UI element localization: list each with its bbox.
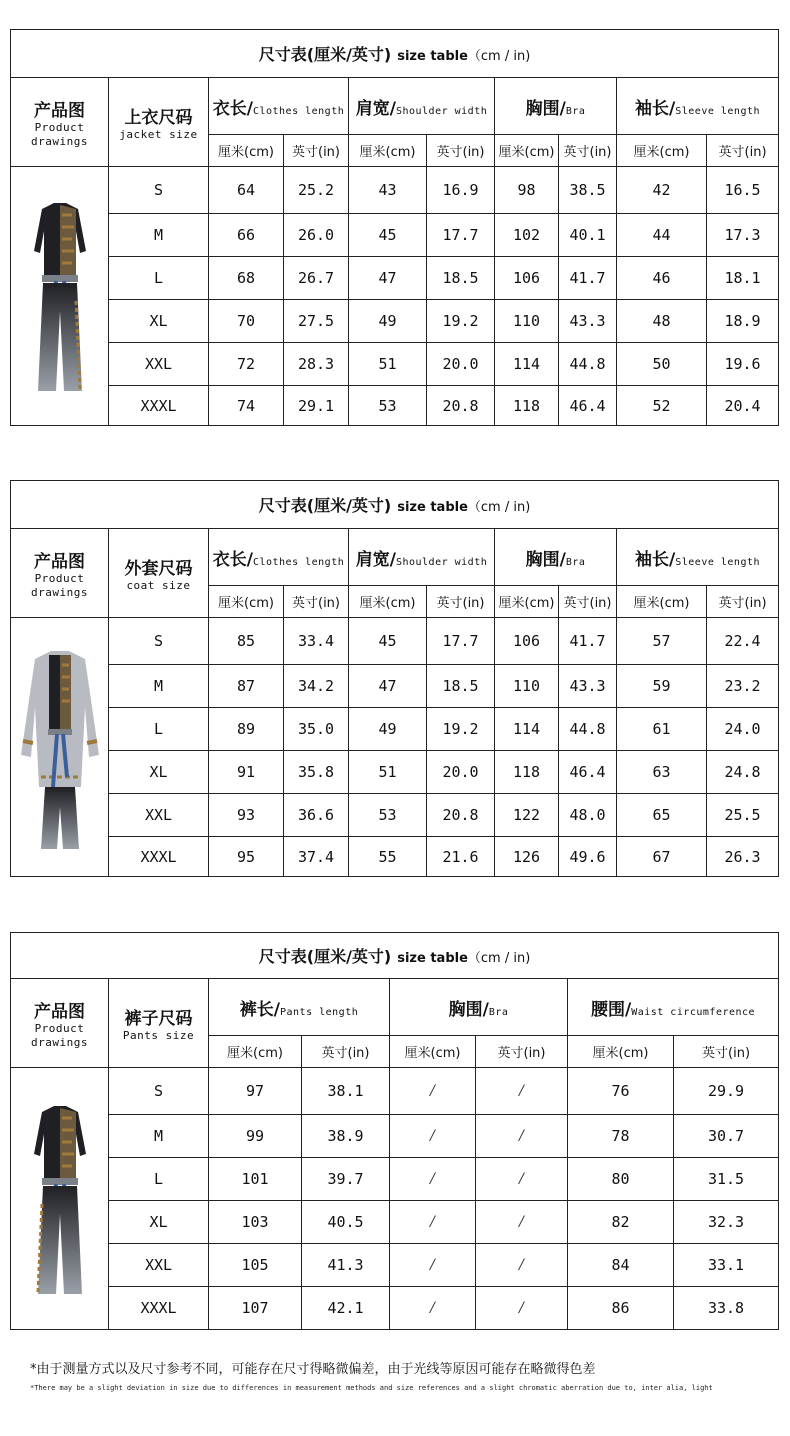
table-cell: 105 xyxy=(209,1244,302,1287)
unit-cm: 厘米(cm) xyxy=(495,135,559,167)
table-cell: 42.1 xyxy=(302,1287,390,1330)
table-cell: 106 xyxy=(495,618,559,665)
table-cell: 110 xyxy=(495,665,559,708)
table-cell: 64 xyxy=(209,167,284,214)
table-cell: 43 xyxy=(349,167,427,214)
measure-header: 胸围/Bra xyxy=(495,78,617,135)
table-cell: 66 xyxy=(209,214,284,257)
table-cell: 20.4 xyxy=(707,386,779,426)
table-cell: 18.9 xyxy=(707,300,779,343)
coat-product-image xyxy=(11,618,109,877)
table-cell: / xyxy=(476,1201,568,1244)
size-label: L xyxy=(109,1158,209,1201)
table-cell: 41.7 xyxy=(559,618,617,665)
table-cell: 32.3 xyxy=(674,1201,779,1244)
table-cell: / xyxy=(390,1201,476,1244)
unit-in: 英寸(in) xyxy=(559,135,617,167)
table-cell: 17.3 xyxy=(707,214,779,257)
measure-header: 胸围/Bra xyxy=(495,529,617,586)
table-cell: 18.5 xyxy=(427,257,495,300)
unit-cm: 厘米(cm) xyxy=(209,135,284,167)
measure-header: 裤长/Pants length xyxy=(209,979,390,1036)
table-cell: / xyxy=(390,1068,476,1115)
table-cell: 49 xyxy=(349,300,427,343)
size-label: M xyxy=(109,214,209,257)
table-cell: 36.6 xyxy=(284,794,349,837)
table-cell: 76 xyxy=(568,1068,674,1115)
unit-in: 英寸(in) xyxy=(427,135,495,167)
table-cell: / xyxy=(390,1158,476,1201)
table-cell: 126 xyxy=(495,837,559,877)
table-cell: 49.6 xyxy=(559,837,617,877)
table-cell: 26.7 xyxy=(284,257,349,300)
unit-in: 英寸(in) xyxy=(284,135,349,167)
table-cell: 48.0 xyxy=(559,794,617,837)
size-label: XXL xyxy=(109,343,209,386)
measure-header: 袖长/Sleeve length xyxy=(617,529,779,586)
table-cell: 98 xyxy=(495,167,559,214)
table-cell: 52 xyxy=(617,386,707,426)
table-cell: 86 xyxy=(568,1287,674,1330)
table-cell: 38.9 xyxy=(302,1115,390,1158)
table-cell: / xyxy=(390,1115,476,1158)
table-cell: 29.9 xyxy=(674,1068,779,1115)
table-cell: 26.3 xyxy=(707,837,779,877)
size-label: XL xyxy=(109,300,209,343)
product-drawings-header: 产品图 Product drawings xyxy=(11,979,109,1068)
footnote-en: *There may be a slight deviation in size due to differences in measurement methods and size references and a slight chromatic aberration due to, inter alia, light xyxy=(30,1384,713,1392)
table-cell: 51 xyxy=(349,751,427,794)
table-cell: 38.1 xyxy=(302,1068,390,1115)
size-label: XL xyxy=(109,751,209,794)
table-cell: 20.8 xyxy=(427,386,495,426)
table-cell: 101 xyxy=(209,1158,302,1201)
measure-header: 肩宽/Shoulder width xyxy=(349,78,495,135)
table-cell: 39.7 xyxy=(302,1158,390,1201)
size-header: 上衣尺码 jacket size xyxy=(109,78,209,167)
unit-in: 英寸(in) xyxy=(707,135,779,167)
table-title: 尺寸表(厘米/英寸) size table（cm / in) xyxy=(11,30,779,78)
table-cell: 17.7 xyxy=(427,618,495,665)
measure-header: 衣长/Clothes length xyxy=(209,529,349,586)
table-cell: 28.3 xyxy=(284,343,349,386)
table-cell: 97 xyxy=(209,1068,302,1115)
size-label: XXXL xyxy=(109,1287,209,1330)
table-cell: / xyxy=(390,1287,476,1330)
table-cell: 47 xyxy=(349,257,427,300)
table-cell: 35.8 xyxy=(284,751,349,794)
table-cell: 46.4 xyxy=(559,386,617,426)
table-cell: 72 xyxy=(209,343,284,386)
table-cell: / xyxy=(476,1287,568,1330)
unit-in: 英寸(in) xyxy=(674,1036,779,1068)
table-cell: 18.1 xyxy=(707,257,779,300)
table-cell: 106 xyxy=(495,257,559,300)
table-cell: 107 xyxy=(209,1287,302,1330)
coat-size-table xyxy=(10,480,779,877)
product-drawings-header: 产品图 Product drawings xyxy=(11,78,109,167)
unit-cm: 厘米(cm) xyxy=(209,1036,302,1068)
size-label: S xyxy=(109,1068,209,1115)
size-label: XXL xyxy=(109,1244,209,1287)
table-cell: 20.0 xyxy=(427,343,495,386)
table-cell: 38.5 xyxy=(559,167,617,214)
unit-cm: 厘米(cm) xyxy=(209,586,284,618)
table-cell: 43.3 xyxy=(559,665,617,708)
table-cell: 84 xyxy=(568,1244,674,1287)
unit-cm: 厘米(cm) xyxy=(568,1036,674,1068)
table-cell: 25.5 xyxy=(707,794,779,837)
table-cell: 40.1 xyxy=(559,214,617,257)
table-cell: 33.1 xyxy=(674,1244,779,1287)
unit-cm: 厘米(cm) xyxy=(617,586,707,618)
table-cell: 26.0 xyxy=(284,214,349,257)
footnote-cn: *由于测量方式以及尺寸参考不同，可能存在尺寸得略微偏差，由于光线等原因可能存在略微得色差 xyxy=(30,1362,596,1377)
unit-cm: 厘米(cm) xyxy=(617,135,707,167)
measure-header: 腰围/Waist circumference xyxy=(568,979,779,1036)
measure-header: 袖长/Sleeve length xyxy=(617,78,779,135)
table-cell: 53 xyxy=(349,794,427,837)
table-cell: 59 xyxy=(617,665,707,708)
table-cell: 122 xyxy=(495,794,559,837)
table-title: 尺寸表(厘米/英寸) size table（cm / in) xyxy=(11,481,779,529)
table-cell: 24.8 xyxy=(707,751,779,794)
unit-cm: 厘米(cm) xyxy=(390,1036,476,1068)
table-cell: / xyxy=(476,1115,568,1158)
table-cell: 29.1 xyxy=(284,386,349,426)
table-cell: 22.4 xyxy=(707,618,779,665)
size-header: 裤子尺码 Pants size xyxy=(109,979,209,1068)
table-cell: 17.7 xyxy=(427,214,495,257)
table-cell: 95 xyxy=(209,837,284,877)
size-label: S xyxy=(109,618,209,665)
pants-product-image xyxy=(11,1068,109,1330)
measure-header: 胸围/Bra xyxy=(390,979,568,1036)
unit-in: 英寸(in) xyxy=(302,1036,390,1068)
table-cell: 103 xyxy=(209,1201,302,1244)
measure-header: 衣长/Clothes length xyxy=(209,78,349,135)
size-label: XXL xyxy=(109,794,209,837)
table-cell: 87 xyxy=(209,665,284,708)
table-cell: 65 xyxy=(617,794,707,837)
jacket-size-table xyxy=(10,29,779,426)
size-label: M xyxy=(109,1115,209,1158)
size-label: L xyxy=(109,708,209,751)
table-cell: 41.7 xyxy=(559,257,617,300)
table-cell: 50 xyxy=(617,343,707,386)
unit-cm: 厘米(cm) xyxy=(495,586,559,618)
table-cell: 34.2 xyxy=(284,665,349,708)
table-cell: 89 xyxy=(209,708,284,751)
table-cell: 46.4 xyxy=(559,751,617,794)
table-cell: 35.0 xyxy=(284,708,349,751)
measure-header: 肩宽/Shoulder width xyxy=(349,529,495,586)
table-cell: 20.8 xyxy=(427,794,495,837)
table-cell: 114 xyxy=(495,708,559,751)
table-cell: 31.5 xyxy=(674,1158,779,1201)
unit-cm: 厘米(cm) xyxy=(349,586,427,618)
table-cell: 25.2 xyxy=(284,167,349,214)
table-cell: 24.0 xyxy=(707,708,779,751)
table-cell: 91 xyxy=(209,751,284,794)
table-cell: 48 xyxy=(617,300,707,343)
table-cell: 85 xyxy=(209,618,284,665)
size-label: XXXL xyxy=(109,837,209,877)
table-cell: / xyxy=(476,1068,568,1115)
table-cell: 46 xyxy=(617,257,707,300)
table-cell: 37.4 xyxy=(284,837,349,877)
table-cell: 18.5 xyxy=(427,665,495,708)
table-cell: 57 xyxy=(617,618,707,665)
table-cell: 40.5 xyxy=(302,1201,390,1244)
table-cell: 44.8 xyxy=(559,708,617,751)
size-label: L xyxy=(109,257,209,300)
table-cell: 19.2 xyxy=(427,300,495,343)
table-cell: 49 xyxy=(349,708,427,751)
unit-in: 英寸(in) xyxy=(559,586,617,618)
table-cell: 44.8 xyxy=(559,343,617,386)
table-cell: 114 xyxy=(495,343,559,386)
unit-in: 英寸(in) xyxy=(284,586,349,618)
product-drawings-header: 产品图 Product drawings xyxy=(11,529,109,618)
table-cell: 67 xyxy=(617,837,707,877)
table-cell: 19.2 xyxy=(427,708,495,751)
size-label: XXXL xyxy=(109,386,209,426)
table-cell: 80 xyxy=(568,1158,674,1201)
table-cell: 61 xyxy=(617,708,707,751)
table-cell: 16.5 xyxy=(707,167,779,214)
table-cell: 42 xyxy=(617,167,707,214)
table-cell: 78 xyxy=(568,1115,674,1158)
pants-size-table xyxy=(10,932,779,1330)
table-cell: 47 xyxy=(349,665,427,708)
table-cell: 45 xyxy=(349,214,427,257)
table-cell: / xyxy=(476,1244,568,1287)
table-cell: 30.7 xyxy=(674,1115,779,1158)
unit-cm: 厘米(cm) xyxy=(349,135,427,167)
table-title: 尺寸表(厘米/英寸) size table（cm / in) xyxy=(11,933,779,979)
table-cell: 44 xyxy=(617,214,707,257)
table-cell: 21.6 xyxy=(427,837,495,877)
table-cell: 33.4 xyxy=(284,618,349,665)
jacket-product-image xyxy=(11,167,109,426)
table-cell: / xyxy=(476,1158,568,1201)
table-cell: 43.3 xyxy=(559,300,617,343)
table-cell: 23.2 xyxy=(707,665,779,708)
table-cell: / xyxy=(390,1244,476,1287)
table-cell: 19.6 xyxy=(707,343,779,386)
table-cell: 93 xyxy=(209,794,284,837)
table-cell: 20.0 xyxy=(427,751,495,794)
table-cell: 63 xyxy=(617,751,707,794)
table-cell: 55 xyxy=(349,837,427,877)
size-header: 外套尺码 coat size xyxy=(109,529,209,618)
size-label: XL xyxy=(109,1201,209,1244)
size-label: S xyxy=(109,167,209,214)
unit-in: 英寸(in) xyxy=(707,586,779,618)
table-cell: 51 xyxy=(349,343,427,386)
table-cell: 41.3 xyxy=(302,1244,390,1287)
table-cell: 99 xyxy=(209,1115,302,1158)
table-cell: 27.5 xyxy=(284,300,349,343)
table-cell: 118 xyxy=(495,751,559,794)
table-cell: 110 xyxy=(495,300,559,343)
table-cell: 33.8 xyxy=(674,1287,779,1330)
size-label: M xyxy=(109,665,209,708)
table-cell: 68 xyxy=(209,257,284,300)
table-cell: 74 xyxy=(209,386,284,426)
table-cell: 70 xyxy=(209,300,284,343)
table-cell: 16.9 xyxy=(427,167,495,214)
unit-in: 英寸(in) xyxy=(476,1036,568,1068)
table-cell: 82 xyxy=(568,1201,674,1244)
unit-in: 英寸(in) xyxy=(427,586,495,618)
table-cell: 45 xyxy=(349,618,427,665)
table-cell: 53 xyxy=(349,386,427,426)
table-cell: 102 xyxy=(495,214,559,257)
table-cell: 118 xyxy=(495,386,559,426)
